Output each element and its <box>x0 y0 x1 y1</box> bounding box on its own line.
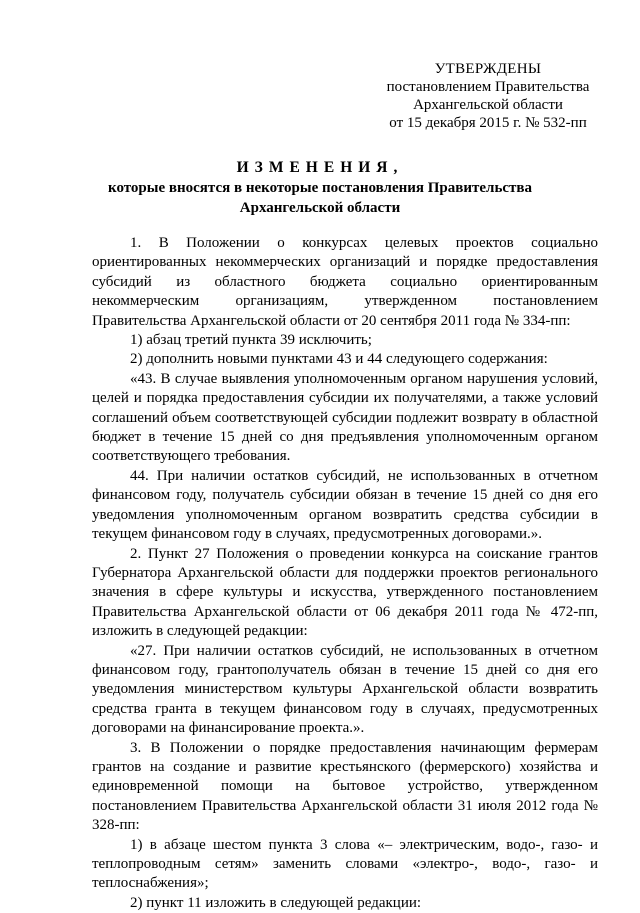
paragraph-item-3-1: 1) в абзаце шестом пункта 3 слова «– электрическим, водо-, газо- и теплопроводным сетям» заменить словами «электро-, водо-, газо- и теплоснабжения»; <box>92 836 598 892</box>
paragraph-item-1-1: 1) абзац третий пункта 39 исключить; <box>130 332 372 349</box>
document-subtitle-line: которые вносятся в некоторые постановления Правительства <box>108 180 532 196</box>
paragraph-item-3-2: 2) пункт 11 изложить в следующей редакции: <box>130 894 422 911</box>
approval-line: постановлением Правительства <box>386 79 590 95</box>
document-body <box>92 234 598 913</box>
paragraph-section-3: 3. В Положении о порядке предоставления начинающим фермерам грантов на создание и развитие крестьянского (фермерского) хозяйства и единовременной помощи на бытовое устройство, утвержденном постановлением Правительства Архангельской области 31 июля 2012 года № 328-пп: <box>92 739 598 834</box>
approval-line: Архангельской области <box>413 97 563 113</box>
paragraph-item-1-2: 2) дополнить новыми пунктами 43 и 44 следующего содержания: <box>130 351 548 368</box>
approval-heading: УТВЕРЖДЕНЫ <box>434 61 542 77</box>
paragraph-point-27: «27. При наличии остатков субсидий, не использованных в отчетном финансовом году, грантополучатель обязан в течение 15 дней со дня его уведомления министерством культуры Архангельской области возвратить средства гранта в текущем финансовом году в случаях, предусмотренных договорами на финансирование проекта.». <box>92 642 598 737</box>
paragraph-section-2: 2. Пункт 27 Положения о проведении конкурса на соискание грантов Губернатора Архангельской области для поддержки проектов регионального значения в сфере культуры и искусства, утвержденного постановлением Правительства Архангельской области от 06 декабря 2011 года № 472-пп, изложить в следующей редакции: <box>92 545 598 640</box>
approval-line: от 15 декабря 2015 г. № 532-пп <box>389 115 587 131</box>
document-title: ИЗМЕНЕНИЯ, <box>236 159 404 176</box>
approval-stamp <box>372 60 604 132</box>
paragraph-point-44: 44. При наличии остатков субсидий, не использованных в отчетном финансовом году, получатель субсидии обязан в течение 15 дней со дня его уведомления уполномоченным органом возвратить средства субсидии в текущем финансовом году в случаях, предусмотренных договорами.». <box>92 467 598 543</box>
paragraph-point-43: «43. В случае выявления уполномоченным органом нарушения условий, целей и порядка предоставления субсидии их получателями, а также условий соглашений объем соответствующей субсидии подлежит возврату в областной бюджет в течение 15 дней со дня предъявления уполномоченным органом соответствующего требования. <box>92 370 598 465</box>
paragraph-section-1: 1. В Положении о конкурсах целевых проектов социально ориентированных некоммерческих организаций и порядке предоставления субсидий из областного бюджета социально ориентированным некоммерческим организациям, утвержденном постановлением Правительства Архангельской области от 20 сентября 2011 года № 334-пп: <box>92 235 598 329</box>
document-title-block <box>92 158 548 218</box>
document-subtitle-line: Архангельской области <box>239 200 401 216</box>
